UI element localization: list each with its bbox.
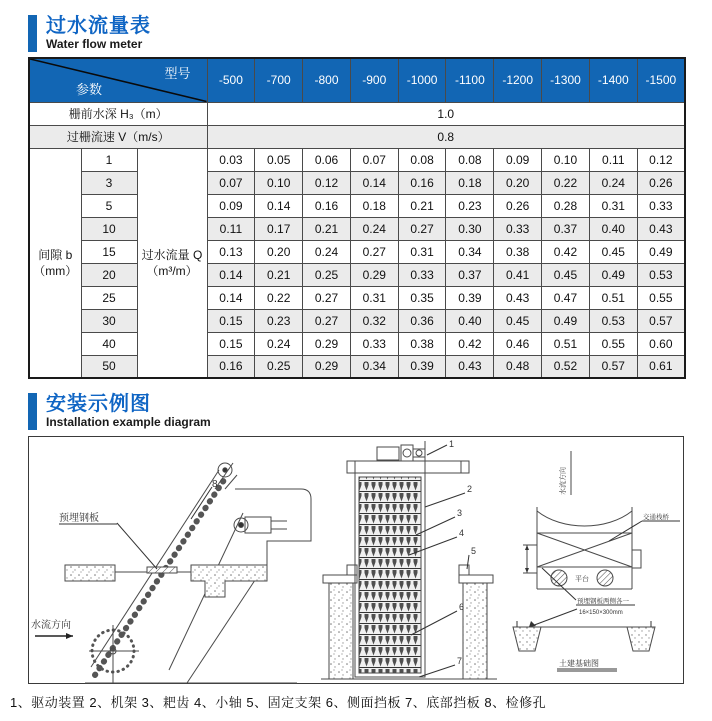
flow-value-cell: 0.33 (350, 332, 398, 355)
callout-8: 8 (212, 479, 218, 490)
flow-value-cell: 0.27 (303, 309, 351, 332)
flow-value-cell: 0.10 (542, 148, 590, 171)
flow-value-cell: 0.18 (350, 194, 398, 217)
flow-value-cell: 0.13 (207, 240, 255, 263)
flow-value-cell: 0.24 (255, 332, 303, 355)
flow-value-cell: 0.25 (303, 263, 351, 286)
flow-value-cell: 0.45 (494, 309, 542, 332)
flow-value-cell: 0.48 (494, 355, 542, 378)
flow-value-cell: 0.26 (637, 171, 685, 194)
flow-value-cell: 0.12 (303, 171, 351, 194)
flow-value-cell: 0.53 (589, 309, 637, 332)
flow-value-cell: 0.10 (255, 171, 303, 194)
install-title-zh: 安装示例图 (46, 393, 151, 415)
flow-value-cell: 0.52 (542, 355, 590, 378)
corner-label-param: 参数 (76, 81, 103, 97)
flow-value-cell: 0.03 (207, 148, 255, 171)
flow-value-cell: 0.37 (446, 263, 494, 286)
corner-cell (29, 58, 207, 102)
data-row (29, 148, 685, 171)
flow-value-cell: 0.29 (303, 332, 351, 355)
flow-value-cell: 0.18 (446, 171, 494, 194)
flow-value-cell: 0.16 (207, 355, 255, 378)
flow-value-cell: 0.57 (637, 309, 685, 332)
model-col-header: -900 (350, 58, 398, 102)
side-flow-label: 水流方向 (31, 620, 71, 631)
flow-value-cell: 0.11 (207, 217, 255, 240)
gap-value-cell: 10 (81, 217, 137, 240)
model-col-header: -1500 (637, 58, 685, 102)
flow-value-cell: 0.22 (255, 286, 303, 309)
param-value: 1.0 (207, 102, 685, 125)
flow-value-cell: 0.46 (494, 332, 542, 355)
flow-value-cell: 0.40 (446, 309, 494, 332)
flow-value-cell: 0.33 (494, 217, 542, 240)
flow-value-cell: 0.14 (255, 194, 303, 217)
flow-value-cell: 0.27 (303, 286, 351, 309)
flow-value-cell: 0.17 (255, 217, 303, 240)
flow-value-cell: 0.12 (637, 148, 685, 171)
callout-5: 5 (471, 546, 477, 556)
data-row (29, 309, 685, 332)
param-label: 栅前水深 H₃（m） (29, 102, 207, 125)
gap-value-cell: 30 (81, 309, 137, 332)
flow-section-title (28, 15, 684, 52)
title-accent-bar (28, 393, 37, 430)
platform-label: 平台 (575, 576, 589, 583)
bridge-label: 交通栈桥 (643, 514, 669, 521)
flow-value-cell: 0.36 (398, 309, 446, 332)
flow-header-cell: 过水流量 Q（m³/m） (137, 148, 207, 378)
flow-value-cell: 0.51 (542, 332, 590, 355)
flow-value-cell: 0.42 (542, 240, 590, 263)
gap-value-cell: 25 (81, 286, 137, 309)
flow-value-cell: 0.39 (446, 286, 494, 309)
model-col-header: -1300 (542, 58, 590, 102)
flow-value-cell: 0.49 (589, 263, 637, 286)
plate-note-line2: 16×150×300mm (579, 610, 623, 616)
flow-value-cell: 0.45 (542, 263, 590, 286)
flow-value-cell: 0.30 (446, 217, 494, 240)
front-view-diagram (321, 437, 497, 685)
flow-value-cell: 0.20 (494, 171, 542, 194)
flow-value-cell: 0.33 (398, 263, 446, 286)
gap-header-cell: 间隙 b （mm） (29, 148, 81, 378)
flow-value-cell: 0.20 (255, 240, 303, 263)
flow-value-cell: 0.15 (207, 309, 255, 332)
gap-value-cell: 3 (81, 171, 137, 194)
data-row (29, 194, 685, 217)
model-col-header: -800 (303, 58, 351, 102)
water-flow-table (28, 57, 686, 379)
callout-4: 4 (459, 528, 465, 538)
flow-value-cell: 0.47 (542, 286, 590, 309)
flow-value-cell: 0.14 (207, 263, 255, 286)
flow-value-cell: 0.25 (255, 355, 303, 378)
plate-note-line1: 预埋钢板两侧各一 (577, 598, 629, 605)
foundation-label: 土建基础图 (559, 659, 599, 668)
flow-value-cell: 0.38 (494, 240, 542, 263)
flow-value-cell: 0.15 (207, 332, 255, 355)
flow-value-cell: 0.16 (398, 171, 446, 194)
flow-value-cell: 0.26 (494, 194, 542, 217)
flow-value-cell: 0.34 (350, 355, 398, 378)
gap-value-cell: 50 (81, 355, 137, 378)
flow-value-cell: 0.31 (350, 286, 398, 309)
flow-value-cell: 0.57 (589, 355, 637, 378)
installation-diagram-box (28, 436, 684, 684)
flow-value-cell: 0.27 (350, 240, 398, 263)
flow-value-cell: 0.39 (398, 355, 446, 378)
callout-6: 6 (459, 602, 465, 612)
flow-value-cell: 0.22 (542, 171, 590, 194)
flow-title-en: Water flow meter (46, 37, 143, 51)
flow-value-cell: 0.09 (207, 194, 255, 217)
flow-value-cell: 0.27 (398, 217, 446, 240)
side-plate-label: 预埋钢板 (59, 513, 99, 524)
flow-value-cell: 0.23 (446, 194, 494, 217)
flow-value-cell: 0.38 (398, 332, 446, 355)
flow-value-cell: 0.05 (255, 148, 303, 171)
param-row (29, 125, 685, 148)
flow-value-cell: 0.43 (446, 355, 494, 378)
model-header-row (29, 58, 685, 102)
flow-value-cell: 0.49 (542, 309, 590, 332)
flow-value-cell: 0.43 (494, 286, 542, 309)
flow-value-cell: 0.60 (637, 332, 685, 355)
flow-value-cell: 0.16 (303, 194, 351, 217)
flow-value-cell: 0.23 (255, 309, 303, 332)
plan-flow-label: 水流方向 (560, 467, 567, 495)
flow-value-cell: 0.29 (303, 355, 351, 378)
flow-value-cell: 0.37 (542, 217, 590, 240)
flow-value-cell: 0.61 (637, 355, 685, 378)
model-col-header: -1000 (398, 58, 446, 102)
model-col-header: -700 (255, 58, 303, 102)
flow-value-cell: 0.14 (350, 171, 398, 194)
flow-value-cell: 0.28 (542, 194, 590, 217)
data-row (29, 171, 685, 194)
param-label: 过栅流速 V（m/s） (29, 125, 207, 148)
flow-value-cell: 0.24 (350, 217, 398, 240)
flow-value-cell: 0.09 (494, 148, 542, 171)
flow-value-cell: 0.07 (350, 148, 398, 171)
side-view-diagram (29, 437, 321, 685)
flow-value-cell: 0.35 (398, 286, 446, 309)
flow-value-cell: 0.51 (589, 286, 637, 309)
model-col-header: -1400 (589, 58, 637, 102)
title-accent-bar (28, 15, 37, 52)
flow-title-zh: 过水流量表 (46, 15, 151, 37)
flow-value-cell: 0.55 (637, 286, 685, 309)
gap-value-cell: 1 (81, 148, 137, 171)
data-row (29, 355, 685, 378)
data-row (29, 240, 685, 263)
flow-value-cell: 0.53 (637, 263, 685, 286)
data-row (29, 263, 685, 286)
flow-value-cell: 0.08 (446, 148, 494, 171)
param-value: 0.8 (207, 125, 685, 148)
flow-value-cell: 0.24 (303, 240, 351, 263)
flow-value-cell: 0.49 (637, 240, 685, 263)
model-col-header: -1100 (446, 58, 494, 102)
flow-value-cell: 0.29 (350, 263, 398, 286)
flow-value-cell: 0.40 (589, 217, 637, 240)
gap-value-cell: 20 (81, 263, 137, 286)
callout-1: 1 (449, 439, 455, 449)
install-section-title (28, 393, 684, 430)
plan-view-diagram (497, 437, 681, 685)
data-row (29, 217, 685, 240)
flow-value-cell: 0.21 (303, 217, 351, 240)
flow-value-cell: 0.21 (398, 194, 446, 217)
flow-value-cell: 0.33 (637, 194, 685, 217)
flow-value-cell: 0.34 (446, 240, 494, 263)
flow-value-cell: 0.14 (207, 286, 255, 309)
gap-value-cell: 40 (81, 332, 137, 355)
flow-value-cell: 0.07 (207, 171, 255, 194)
callout-2: 2 (467, 484, 473, 494)
callout-7: 7 (457, 656, 463, 666)
install-title-en: Installation example diagram (46, 415, 211, 429)
flow-value-cell: 0.41 (494, 263, 542, 286)
parts-legend: 1、驱动装置 2、机架 3、耙齿 4、小轴 5、固定支架 6、侧面挡板 7、底部挡板 8、检修孔 (10, 695, 547, 710)
flow-value-cell: 0.06 (303, 148, 351, 171)
gap-value-cell: 5 (81, 194, 137, 217)
flow-value-cell: 0.31 (589, 194, 637, 217)
model-col-header: -1200 (494, 58, 542, 102)
corner-label-model: 型号 (164, 66, 191, 81)
flow-value-cell: 0.42 (446, 332, 494, 355)
flow-value-cell: 0.11 (589, 148, 637, 171)
flow-value-cell: 0.31 (398, 240, 446, 263)
model-col-header: -500 (207, 58, 255, 102)
flow-value-cell: 0.55 (589, 332, 637, 355)
gap-value-cell: 15 (81, 240, 137, 263)
param-row (29, 102, 685, 125)
flow-value-cell: 0.21 (255, 263, 303, 286)
flow-value-cell: 0.24 (589, 171, 637, 194)
flow-value-cell: 0.43 (637, 217, 685, 240)
data-row (29, 286, 685, 309)
callout-3: 3 (457, 508, 463, 518)
flow-value-cell: 0.45 (589, 240, 637, 263)
flow-value-cell: 0.08 (398, 148, 446, 171)
flow-value-cell: 0.32 (350, 309, 398, 332)
data-row (29, 332, 685, 355)
